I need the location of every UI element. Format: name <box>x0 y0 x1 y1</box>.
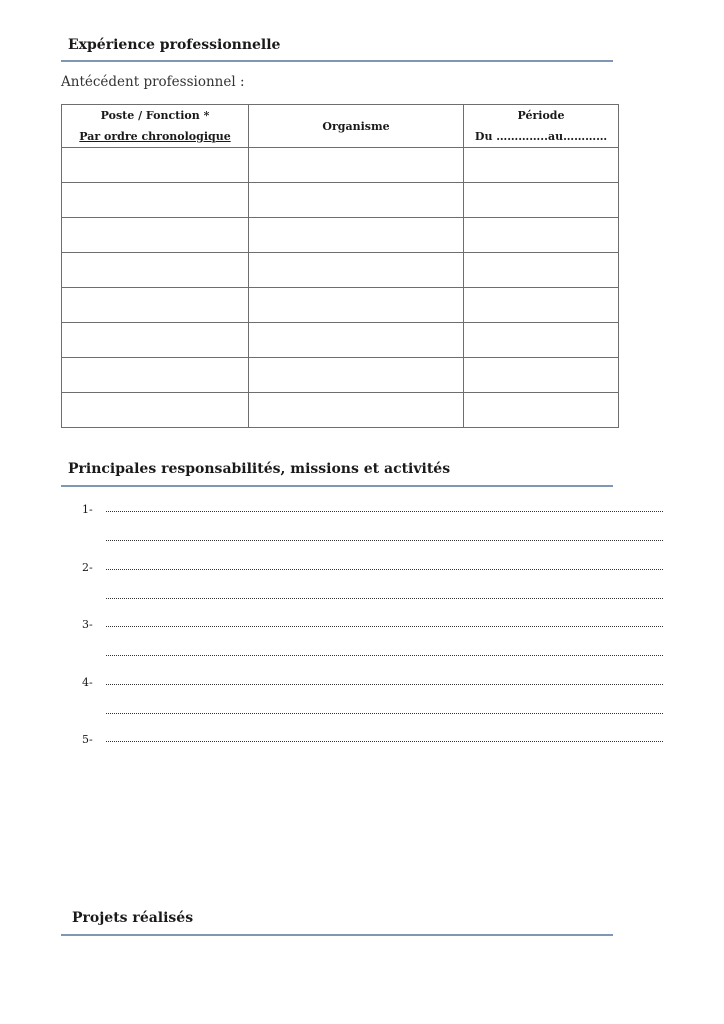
cell-organisme[interactable] <box>249 218 464 253</box>
dotted-answer-line[interactable] <box>106 713 663 714</box>
section-title-projects: Projets réalisés <box>72 910 194 926</box>
cell-poste[interactable] <box>62 393 249 428</box>
dotted-answer-line[interactable] <box>106 684 663 685</box>
table-row <box>62 358 619 393</box>
header-poste-fonction <box>62 105 249 148</box>
list-item-number: 2- <box>82 560 93 574</box>
table-row <box>62 288 619 323</box>
cell-poste[interactable] <box>62 253 249 288</box>
cell-periode[interactable] <box>464 393 619 428</box>
cell-periode[interactable] <box>464 218 619 253</box>
cell-periode[interactable] <box>464 253 619 288</box>
cell-periode[interactable] <box>464 358 619 393</box>
table-row <box>62 393 619 428</box>
section-divider <box>61 60 613 62</box>
cell-organisme[interactable] <box>249 323 464 358</box>
experience-table <box>61 104 619 428</box>
section-divider <box>61 485 613 487</box>
dotted-answer-line[interactable] <box>106 655 663 656</box>
cell-poste[interactable] <box>62 323 249 358</box>
list-item-number: 5- <box>82 733 93 746</box>
header-chrono-label: Par ordre chronologique <box>79 130 231 143</box>
header-du-au-label: Du …………..au………… <box>474 130 608 143</box>
header-periode-label: Période <box>517 109 565 122</box>
header-organisme: Organisme <box>249 105 464 148</box>
cell-poste[interactable] <box>62 288 249 323</box>
list-item-number: 4- <box>82 675 93 689</box>
cell-organisme[interactable] <box>249 288 464 323</box>
cell-organisme[interactable] <box>249 253 464 288</box>
section-title-responsibilities: Principales responsabilités, missions et activités <box>68 461 451 477</box>
cell-poste[interactable] <box>62 183 249 218</box>
dotted-answer-line[interactable] <box>106 569 663 570</box>
header-periode <box>464 105 619 148</box>
header-poste-label: Poste / Fonction * <box>100 109 210 122</box>
list-item-number: 1- <box>82 503 93 516</box>
table-row <box>62 218 619 253</box>
cell-poste[interactable] <box>62 358 249 393</box>
table-row <box>62 148 619 183</box>
cell-organisme[interactable] <box>249 183 464 218</box>
list-item-number: 3- <box>82 618 93 631</box>
dotted-answer-line[interactable] <box>106 511 663 512</box>
cell-organisme[interactable] <box>249 358 464 393</box>
cell-organisme[interactable] <box>249 148 464 183</box>
subtitle-antecedent: Antécédent professionnel : <box>61 74 245 90</box>
dotted-answer-line[interactable] <box>106 540 663 541</box>
dotted-answer-line[interactable] <box>106 598 663 599</box>
cell-poste[interactable] <box>62 218 249 253</box>
section-divider <box>61 934 613 936</box>
table-row <box>62 323 619 358</box>
section-title-experience: Expérience professionnelle <box>68 37 281 53</box>
table-body <box>62 148 619 428</box>
dotted-answer-line[interactable] <box>106 741 663 742</box>
cell-periode[interactable] <box>464 183 619 218</box>
cell-periode[interactable] <box>464 323 619 358</box>
cell-poste[interactable] <box>62 148 249 183</box>
cell-periode[interactable] <box>464 288 619 323</box>
table-header-row <box>62 105 619 148</box>
table-row <box>62 183 619 218</box>
cell-organisme[interactable] <box>249 393 464 428</box>
table-row <box>62 253 619 288</box>
cell-periode[interactable] <box>464 148 619 183</box>
dotted-answer-line[interactable] <box>106 626 663 627</box>
